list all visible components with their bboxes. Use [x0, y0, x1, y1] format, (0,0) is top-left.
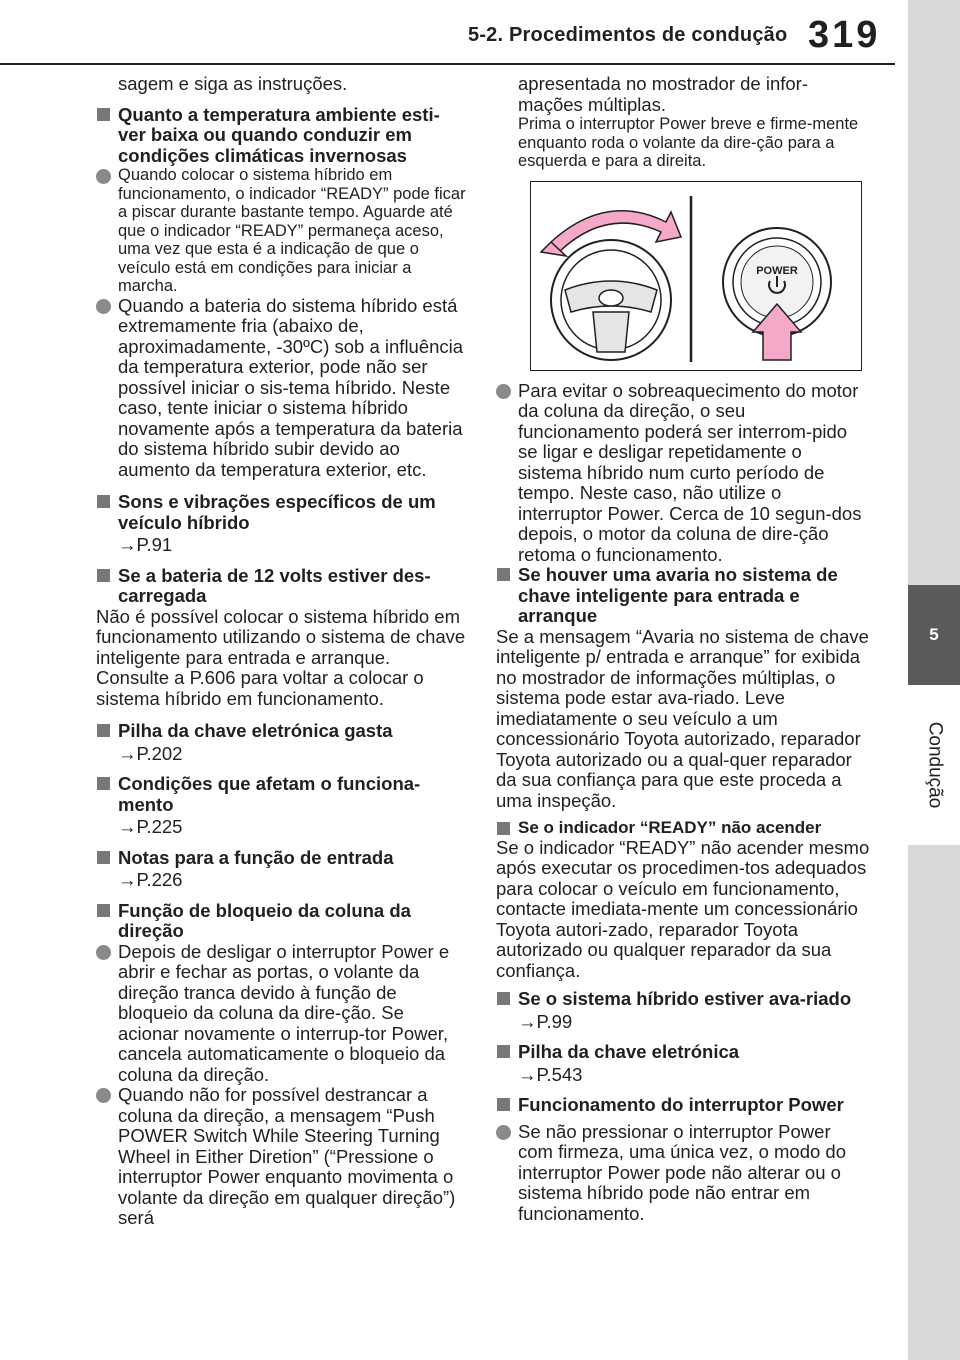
square-bullet-icon [97, 777, 110, 790]
square-bullet-icon [97, 569, 110, 582]
circle-bullet-icon [96, 945, 111, 960]
ref-key-battery-depleted: →P.202 [118, 742, 183, 764]
body-smart-key-fault: Se a mensagem “Avaria no sistema de chave inteligente p/ entrada e arranque” for exibida no mostrador de informações múltiplas, o sistema pode estar ava-riado. Leve imediatamente o seu veículo a um concessionário Toyota autorizado, reparador Toyota autorizado ou a qual-quer reparador da sua confiança para que este proceda a uma inspeção. [496, 625, 869, 811]
heading-conditions: Condições que afetam o funciona-mento [96, 774, 466, 815]
bullet-overheat: Para evitar o sobreaquecimento do motor da coluna da direção, o seu funcionamento poderá ser interrom-pido se ligar e desligar repetidamente o sistema híbrido num curto período de tempo. Neste caso, não utilize o interruptor Power. Cerca de 10 segun-dos depois, o motor da coluna de dire-ção retoma o funcionamento. [496, 381, 870, 566]
square-bullet-icon [497, 822, 510, 835]
heading-battery12: Se a bateria de 12 volts estiver des-carregada [96, 566, 466, 607]
ref-conditions: →P.225 [118, 816, 183, 837]
body-battery12: Não é possível colocar o sistema híbrido em funcionamento utilizando o sistema de chave inteligente para entrada e arranque. Consulte a P.606 para voltar a colocar o sistema híbrido em funcionamento. [96, 605, 466, 709]
chapter-label: Condução [924, 721, 945, 809]
chapter-label-tab [908, 685, 960, 845]
bullet-power-switch: Se não pressionar o interruptor Power com firmeza, uma única vez, o modo do interruptor Power pode não alterar ou o sistema híbrido pode não entrar em funcionamento. [496, 1122, 870, 1225]
circle-bullet-icon [96, 299, 111, 314]
page-header [0, 0, 895, 65]
ref-sounds: →P.91 [118, 534, 173, 555]
ref-entry-notes: →P.226 [118, 869, 183, 890]
rotate-arrow-icon [551, 210, 681, 251]
bullet-cold-ready: Quando colocar o sistema híbrido em funcionamento, o indicador “READY” pode ficar a piscar durante bastante tempo. Aguarde até que o indicador “READY” permaneça aceso, uma vez que esta é a indicação de que o veículo está em condições para iniciar a marcha. [96, 166, 466, 296]
left-column [96, 74, 466, 1229]
steering-power-illustration [530, 181, 862, 371]
square-bullet-icon [97, 108, 110, 121]
square-bullet-icon [97, 851, 110, 864]
section-title: 5-2. Procedimentos de condução [468, 24, 788, 46]
intro-continuation: sagem e siga as instruções. [118, 73, 348, 94]
circle-bullet-icon [496, 1125, 511, 1140]
ref-key-battery: →P.543 [518, 1063, 583, 1085]
square-bullet-icon [97, 495, 110, 508]
steering-power-svg [531, 182, 861, 370]
heading-cold: Quanto a temperatura ambiente esti-ver baixa ou quando conduzir em condições climáticas invernosas [96, 105, 466, 167]
side-tab-bottom [908, 845, 960, 1360]
heading-power-switch: Funcionamento do interruptor Power [496, 1095, 870, 1116]
heading-key-battery-depleted: Pilha da chave eletrónica gasta [96, 721, 466, 742]
heading-entry-notes: Notas para a função de entrada [96, 848, 466, 869]
square-bullet-icon [97, 904, 110, 917]
ref-hybrid-fault: →P.99 [518, 1010, 573, 1032]
square-bullet-icon [497, 1098, 510, 1111]
heading-steering-lock: Função de bloqueio da coluna da direção [96, 901, 466, 942]
heading-hybrid-fault: Se o sistema híbrido estiver ava-riado [496, 989, 870, 1010]
body-ready-off: Se o indicador “READY” não acender mesmo após executar os procedimen-tos adequados para colocar o veículo em funcionamento, contacte imediata-mente um concessionário Toyota autori-zado, reparador Toyota autorizado ou qualquer reparador da sua confiança. [496, 836, 870, 981]
bullet-steering-lock-1: Depois de desligar o interruptor Power e abrir e fechar as portas, o volante da direção tranca devido à função de bloqueio da coluna da dire-ção. Se acionar novamente o interrup-tor Power, cancela automaticamente o bloqueio da coluna da direção. [96, 942, 466, 1086]
right-column [496, 74, 870, 1224]
square-bullet-icon [497, 568, 510, 581]
heading-smart-key-fault: Se houver uma avaria no sistema de chave inteligente para entrada e arranque [496, 565, 870, 627]
square-bullet-icon [497, 1045, 510, 1058]
heading-sounds: Sons e vibrações específicos de um veículo híbrido [96, 492, 466, 533]
steering-wheel-icon [551, 240, 671, 360]
continuation-text: apresentada no mostrador de infor-mações múltiplas. [518, 73, 809, 115]
page-number: 319 [808, 14, 881, 56]
bullet-cold-battery: Quando a bateria do sistema híbrido está extremamente fria (abaixo de, aproximadamente, -30ºC) sob a influência da temperatura exterior, pode não ser possível iniciar o sis-tema híbrido. Neste caso, tente iniciar o sistema híbrido novamente após a temperatura da bateria do sistema híbrido subir devido ao aumento da temperatura exterior, etc. [96, 296, 466, 481]
svg-text:POWER: POWER [756, 264, 798, 277]
chapter-number-tab: 5 [908, 585, 960, 685]
side-tab-top [908, 0, 960, 585]
circle-bullet-icon [496, 384, 511, 399]
square-bullet-icon [497, 992, 510, 1005]
circle-bullet-icon [96, 1088, 111, 1103]
continuation-small-text: Prima o interruptor Power breve e firme-mente enquanto roda o volante da dire-ção para a esquerda e para a direita. [518, 115, 859, 170]
heading-key-battery: Pilha da chave eletrónica [496, 1042, 870, 1063]
circle-bullet-icon [96, 169, 111, 184]
heading-ready-off: Se o indicador “READY” não acender [496, 819, 870, 838]
bullet-steering-lock-2: Quando não for possível destrancar a coluna da direção, a mensagem “Push POWER Switch While Steering Turning Wheel in Either Diretion” (“Pressione o interruptor Power enquanto movimenta o volante da direção em qualquer direção”) será [96, 1085, 466, 1229]
square-bullet-icon [97, 724, 110, 737]
